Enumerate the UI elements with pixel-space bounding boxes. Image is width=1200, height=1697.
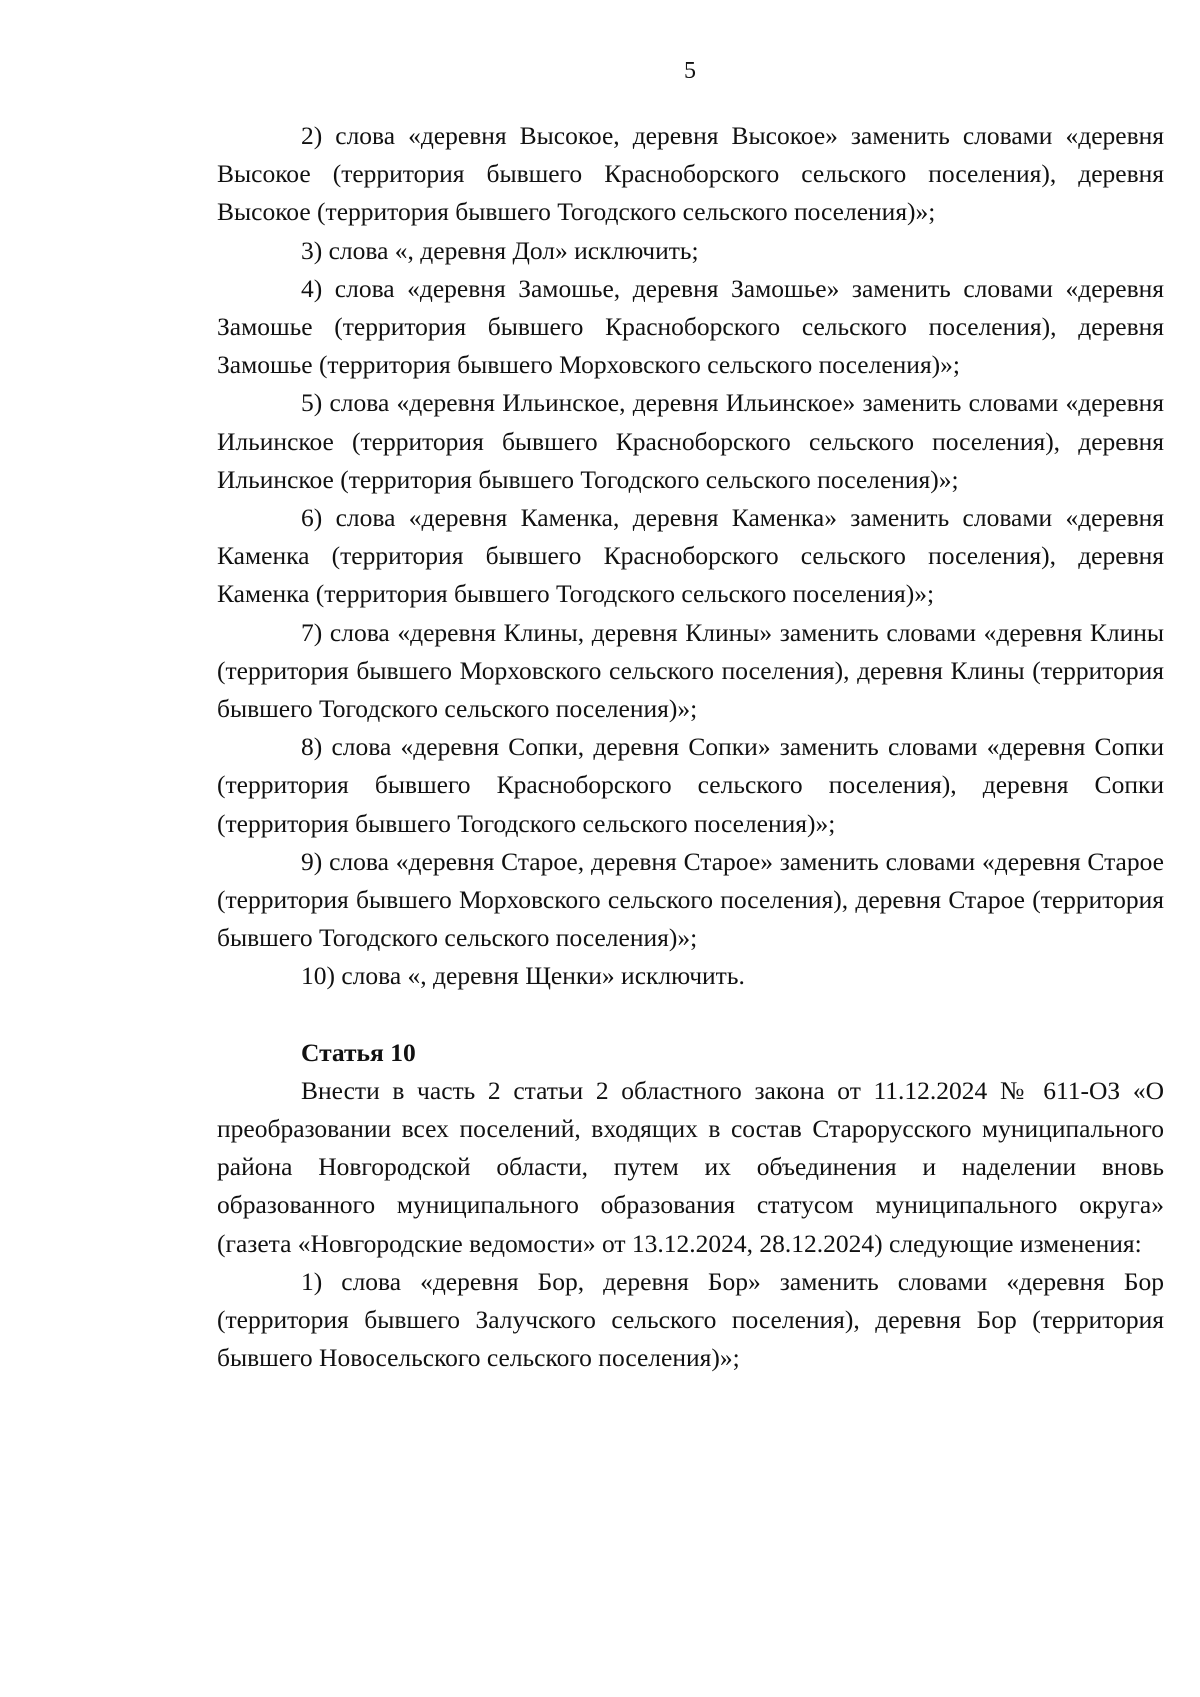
list-item-5: 5) слова «деревня Ильинское, деревня Ильинское» заменить словами «деревня Ильинское (территория бывшего Красноборского сельского поселения), деревня Ильинское (территория бывшего Тогодского сельского поселения)»;	[217, 388, 1164, 494]
list-item-9: 9) слова «деревня Старое, деревня Старое» заменить словами «деревня Старое (территория бывшего Морховского сельского поселения), деревня Старое (территория бывшего Тогодского сельского поселения)»;	[217, 846, 1164, 953]
list-item-3: 3) слова «, деревня Дол» исключить;	[301, 235, 699, 265]
list-item-10: 10) слова «, деревня Щенки» исключить.	[301, 961, 745, 991]
document-body	[217, 117, 1164, 1378]
article-item-1: 1) слова «деревня Бор, деревня Бор» заменить словами «деревня Бор (территория бывшего Залучского сельского поселения), деревня Бор (территория бывшего Новосельского сельского поселения)»;	[217, 1266, 1164, 1373]
list-item-7: 7) слова «деревня Клины, деревня Клины» заменить словами «деревня Клины (территория бывшего Морховского сельского поселения), деревня Клины (территория бывшего Тогодского сельского поселения)»;	[217, 617, 1164, 724]
page-number: 5	[684, 58, 696, 84]
article-title: Статья 10	[301, 1037, 416, 1067]
list-item-6: 6) слова «деревня Каменка, деревня Каменка» заменить словами «деревня Каменка (территория бывшего Красноборского сельского поселения), деревня Каменка (территория бывшего Тогодского сельского поселения)»;	[217, 503, 1164, 609]
article-intro: Внести в часть 2 статьи 2 областного закона от 11.12.2024 № 611-ОЗ «О преобразовании всех поселений, входящих в состав Старорусского муниципального района Новгородской области, путем их объединения и наделении вновь образованного муниципального образования статусом муниципального округа» (газета «Новгородские ведомости» от 13.12.2024, 28.12.2024) следующие изменения:	[217, 1075, 1164, 1258]
list-item-8: 8) слова «деревня Сопки, деревня Сопки» заменить словами «деревня Сопки (территория бывшего Красноборского сельского поселения), деревня Сопки (территория бывшего Тогодского сельского поселения)»;	[217, 732, 1164, 838]
list-item-4: 4) слова «деревня Замошье, деревня Замошье» заменить словами «деревня Замошье (территория бывшего Красноборского сельского поселения), деревня Замошье (территория бывшего Морховского сельского поселения)»;	[217, 273, 1164, 380]
list-item-2: 2) слова «деревня Высокое, деревня Высокое» заменить словами «деревня Высокое (территория бывшего Красноборского сельского поселения), деревня Высокое (территория бывшего Тогодского сельского поселения)»;	[217, 121, 1164, 227]
